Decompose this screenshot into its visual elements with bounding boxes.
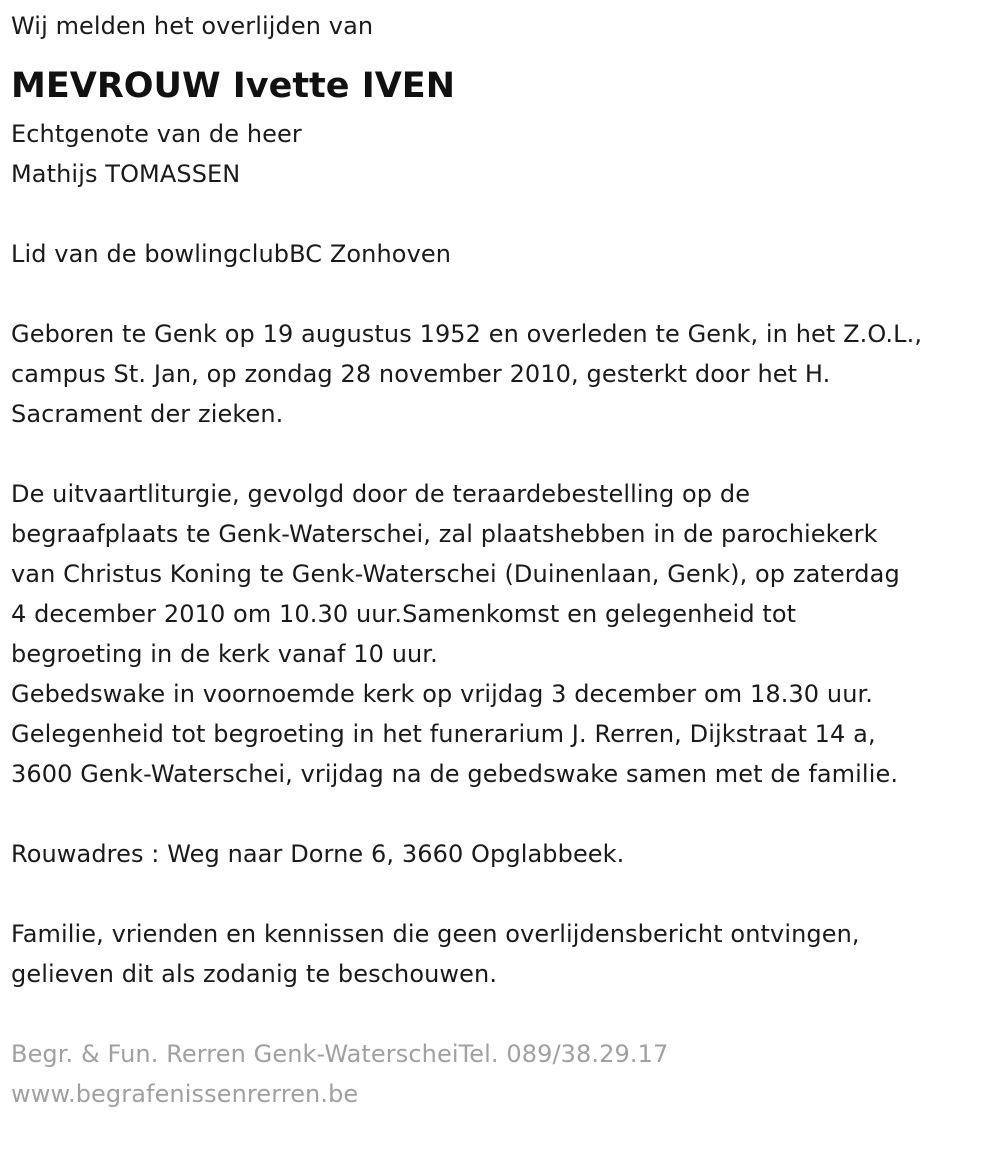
paragraph-line: Gebedswake in voornoemde kerk op vrijdag 3 december om 18.30 uur. [11, 680, 874, 708]
intro-text: Wij melden het overlijden van [11, 12, 374, 40]
paragraph-line: begroeting in de kerk vanaf 10 uur. [11, 640, 438, 668]
spouse-line: Mathijs TOMASSEN [11, 160, 241, 188]
paragraph-line: Geboren te Genk op 19 augustus 1952 en overleden te Genk, in het Z.O.L., [11, 320, 923, 348]
spouse-block [11, 114, 996, 194]
funeral-paragraph [11, 474, 996, 794]
paragraph-line: Familie, vrienden en kennissen die geen overlijdensbericht ontvingen, [11, 920, 860, 948]
deceased-name: MEVROUW Ivette IVEN [11, 66, 456, 106]
membership-text: Lid van de bowlingclubBC Zonhoven [11, 240, 452, 268]
paragraph-line: campus St. Jan, op zondag 28 november 2010, gesterkt door het H. [11, 360, 831, 388]
birth-death-paragraph [11, 314, 996, 434]
paragraph-line: gelieven dit als zodanig te beschouwen. [11, 960, 498, 988]
spouse-line: Echtgenote van de heer [11, 120, 302, 148]
paragraph-line: 3600 Genk-Waterschei, vrijdag na de gebedswake samen met de familie. [11, 760, 899, 788]
funeral-home-footer [11, 1034, 996, 1114]
paragraph-line: Gelegenheid tot begroeting in het funerarium J. Rerren, Dijkstraat 14 a, [11, 720, 876, 748]
notice-paragraph [11, 914, 996, 994]
paragraph-line: begraafplaats te Genk-Waterschei, zal plaatshebben in de parochiekerk [11, 520, 878, 548]
mourning-address: Rouwadres : Weg naar Dorne 6, 3660 Opglabbeek. [11, 840, 625, 868]
paragraph-line: De uitvaartliturgie, gevolgd door de teraardebestelling op de [11, 480, 751, 508]
paragraph-line: van Christus Koning te Genk-Waterschei (Duinenlaan, Genk), op zaterdag [11, 560, 900, 588]
paragraph-line: 4 december 2010 om 10.30 uur.Samenkomst en gelegenheid tot [11, 600, 797, 628]
paragraph-line: Sacrament der zieken. [11, 400, 284, 428]
funeral-home-contact: Begr. & Fun. Rerren Genk-WaterscheiTel. 089/38.29.17 [11, 1040, 669, 1068]
funeral-home-website[interactable]: www.begrafenissenrerren.be [11, 1080, 359, 1108]
